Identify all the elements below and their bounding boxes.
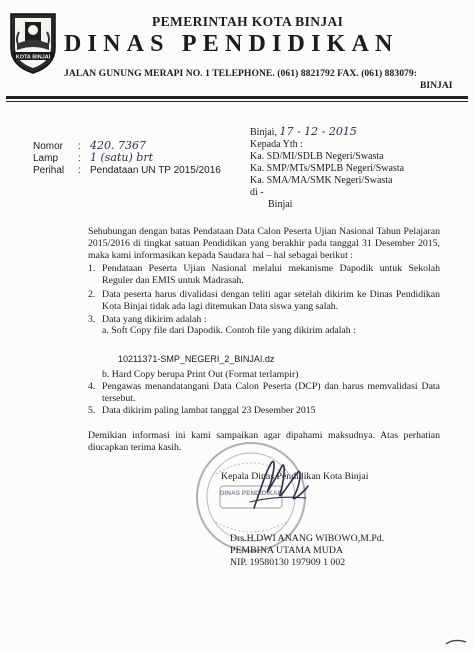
list-number: 1. [88, 263, 96, 274]
perihal-value: Pendataan UN TP 2015/2016 [90, 165, 221, 176]
list-number: 2. [88, 289, 96, 300]
list-number: 3. [88, 314, 96, 325]
recipient-line: Ka. SMA/MA/SMK Negeri/Swasta [250, 175, 393, 186]
perihal-label: Perihal [33, 165, 65, 176]
signatory-nip: NIP. 19580130 197909 1 002 [230, 557, 346, 568]
nomor-colon: : [78, 141, 81, 152]
list-text: Data dikirim paling lambat tanggal 23 Desember 2015 [102, 405, 316, 416]
sub-item-a: a. Soft Copy file dari Dapodik. Contoh file yang dikirim adalah : [102, 325, 356, 336]
perihal-colon: : [78, 165, 81, 176]
list-text: Data peserta harus divalidasi dengan teliti agar setelah dikirim ke Dinas Pendidikan Kota Binjai tidak ada lagi ditemukan Data siswa yang salah. [102, 289, 440, 312]
recipient-city: Binjai [268, 199, 293, 210]
signatory-rank: PEMBINA UTAMA MUDA [230, 545, 343, 556]
recipient-di: di - [250, 187, 264, 198]
lamp-colon: : [78, 153, 81, 164]
letter-date: 17 - 12 - 2015 [279, 125, 357, 138]
sub-item-b: b. Hard Copy berupa Print Out (Format terlampir) [102, 369, 299, 380]
government-name: PEMERINTAH KOTA BINJAI [152, 14, 344, 29]
list-text: Pendataan Peserta Ujian Nasional melalui mekanisme Dapodik untuk Sekolah Reguler dan EMIS untuk Madrasah. [102, 263, 440, 286]
svg-text:KOTA BINJAI: KOTA BINJAI [15, 54, 51, 61]
agency-city: BINJAI [420, 80, 453, 91]
scan-mark-icon [444, 636, 468, 648]
city-emblem-icon [7, 10, 59, 76]
letterhead-rule-thin [6, 101, 468, 102]
list-text: Data yang dikirim adalah : [102, 314, 207, 325]
lamp-label: Lamp [33, 153, 59, 164]
recipient-line: Ka. SMP/MTs/SMPLB Negeri/Swasta [250, 163, 405, 174]
nomor-label: Nomor [33, 141, 64, 152]
agency-address: JALAN GUNUNG MERAPI NO. 1 TELEPHONE. (061) 8821792 FAX. (061) 883079: [64, 68, 417, 79]
agency-name: DINAS PENDIDIKAN [64, 31, 399, 57]
closing-paragraph: Demikian informasi ini kami sampaikan agar dipahami maksudnya. Atas perhatian diucapkan terima kasih. [88, 430, 440, 453]
signatory-name: Drs.H.DWI ANANG WIBOWO,M.Pd. [230, 533, 385, 544]
list-number: 4. [88, 381, 96, 392]
place-city: Binjai, [250, 127, 277, 138]
signatory-title: Kepala Dinas Pendidikan Kota Binjai [221, 471, 369, 482]
recipient-heading: Kepada Yth : [250, 139, 303, 150]
recipient-line: Ka. SD/MI/SDLB Negeri/Swasta [250, 151, 384, 162]
list-text: Pengawas menandatangani Data Calon Peserta (DCP) dan harus memvalidasi Data tersebut. [102, 381, 440, 404]
example-filename: 10211371-SMP_NEGERI_2_BINJAI.dz [118, 354, 275, 364]
place-date [250, 125, 357, 138]
lamp-value: 1 (satu) brt [90, 151, 154, 164]
list-number: 5. [88, 405, 96, 416]
handwritten-signature-icon [246, 452, 310, 514]
nomor-value: 420. 7367 [90, 139, 146, 152]
opening-paragraph: Sehubungan dengan batas Pendataan Data Calon Peserta Ujian Nasional Tahun Pelajaran 2015/2016 di tingkat satuan Pendidikan yang berakhir pada tanggal 31 Desember 2015, maka kami informasikan kepada Saudara hal – hal sebagai berikut : [88, 226, 440, 261]
letterhead-rule-thick [6, 96, 468, 99]
svg-text:DINAS PENDIDIKAN: DINAS PENDIDIKAN [219, 490, 283, 497]
